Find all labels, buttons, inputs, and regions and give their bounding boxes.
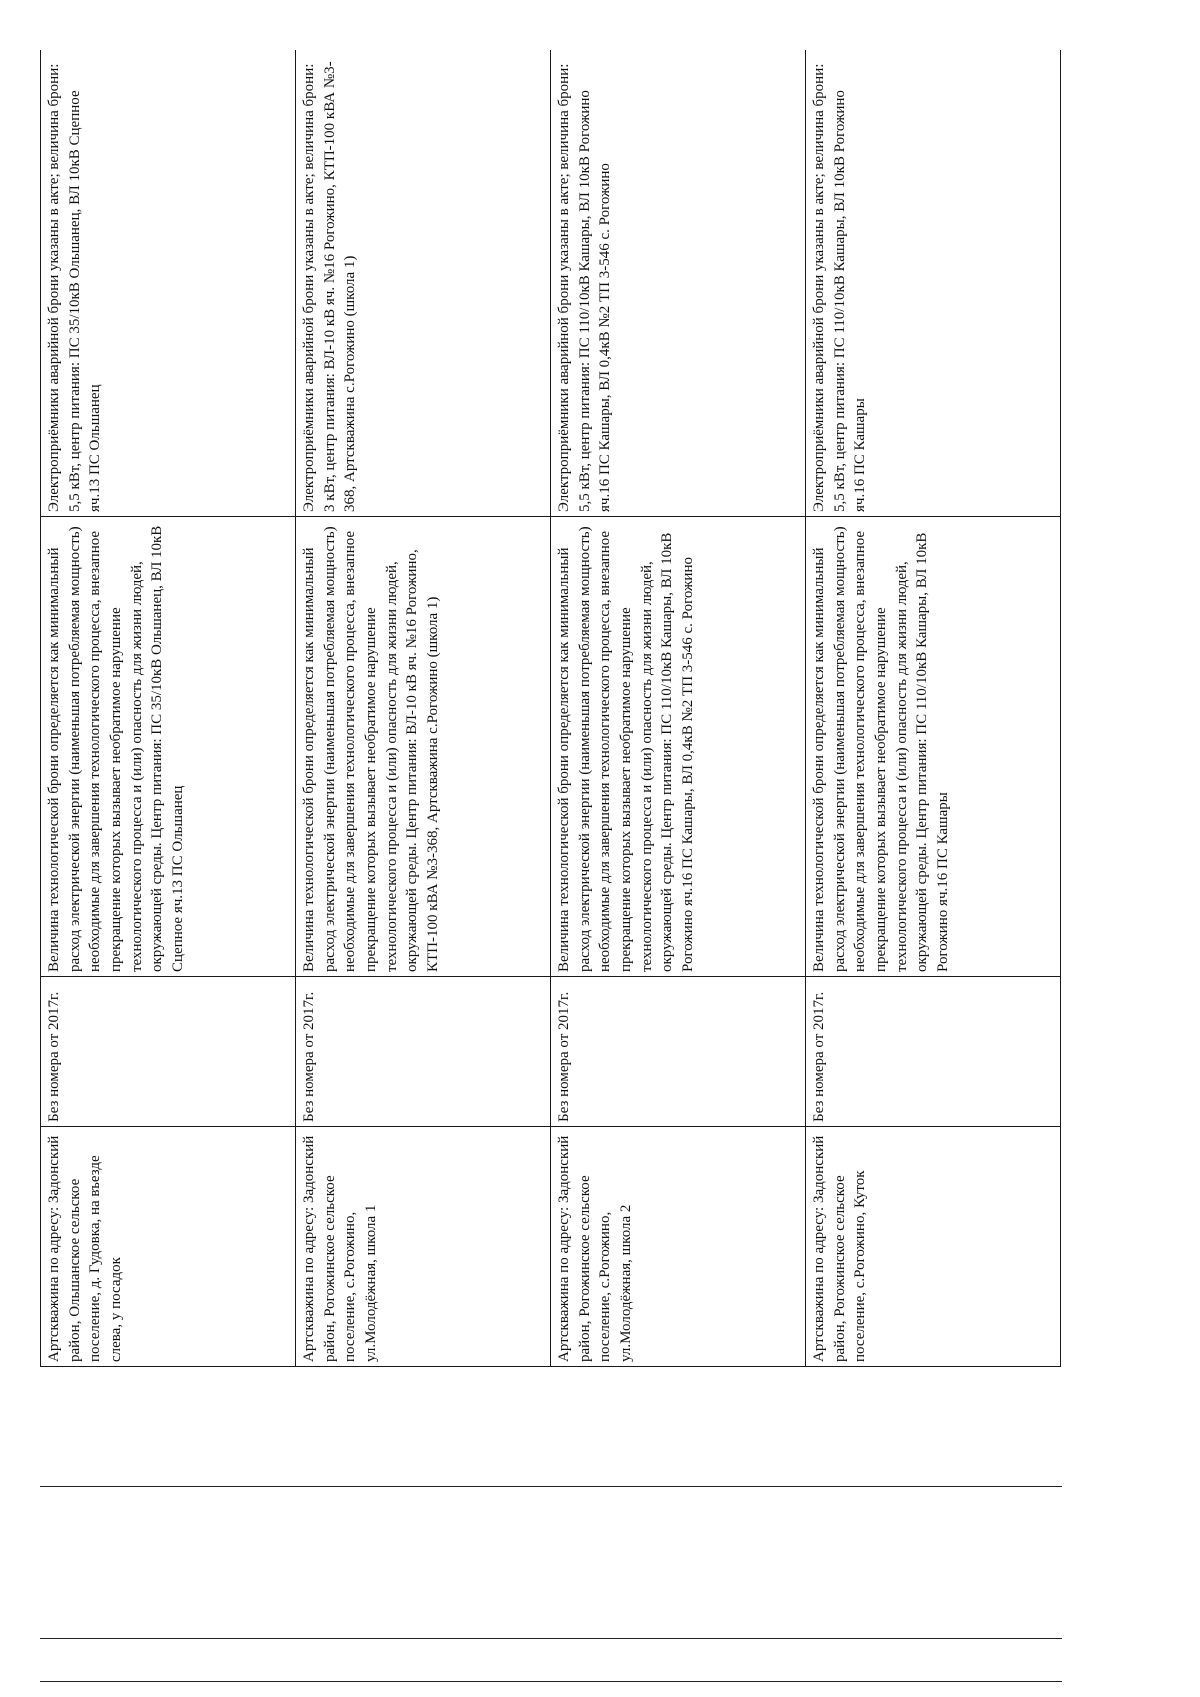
signature-rule-line <box>40 1681 1062 1682</box>
table-row <box>806 50 1061 1367</box>
tech-bron-cell: Величина технологической брони определяется как минимальный расход электрической энергии (наименьшая потребляемая мощность) необходимые для завершения технологического процесса, внезапное прекращение которых вызывает необратимое нарушение технологического процесса и (или) опасность для жизни людей, окружающей среды. Центр питания: ПС 110/10кВ Кашары, ВЛ 10кВ Рогожино яч.16 ПС Кашары <box>806 517 1061 977</box>
table-row <box>551 50 806 1367</box>
avar-bron-cell: Электроприёмники аварийной брони указаны в акте; величина брони: 5,5 кВт, центр питания: ПС 110/10кВ Кашары, ВЛ 10кВ Рогожино яч.16 ПС Кашары <box>806 50 1061 517</box>
signature-rule-line <box>40 1486 1062 1487</box>
avar-bron-cell: Электроприёмники аварийной брони указаны в акте; величина брони: 3 кВт, центр питания: ВЛ-10 кВ яч. №16 Рогожино, КТП-100 кВА №3-368, Артскважина с.Рогожино (школа 1) <box>296 50 551 517</box>
act-cell: Без номера от 2017г. <box>296 977 551 1127</box>
table-row <box>41 50 296 1367</box>
rotated-table-region <box>40 50 1061 1642</box>
tech-bron-cell: Величина технологической брони определяется как минимальный расход электрической энергии (наименьшая потребляемая мощность) необходимые для завершения технологического процесса, внезапное прекращение которых вызывает необратимое нарушение технологического процесса и (или) опасность для жизни людей, окружающей среды. Центр питания: ВЛ-10 кВ яч. №16 Рогожино, КТП-100 кВА №3-368, Артскважина с.Рогожино (школа 1) <box>296 517 551 977</box>
reserve-table <box>40 50 1061 1367</box>
act-cell: Без номера от 2017г. <box>806 977 1061 1127</box>
object-cell: Артскважина по адресу: Задонский район, Рогожинское сельское поселение, с.Рогожино, ул.Молодёжная, школа 2 <box>551 1127 806 1367</box>
object-cell: Артскважина по адресу: Задонский район, Рогожинское сельское поселение, с.Рогожино, Куток <box>806 1127 1061 1367</box>
act-cell: Без номера от 2017г. <box>41 977 296 1127</box>
object-cell: Артскважина по адресу: Задонский район, Рогожинское сельское поселение, с.Рогожино, ул.Молодёжная, школа 1 <box>296 1127 551 1367</box>
avar-bron-cell: Электроприёмники аварийной брони указаны в акте; величина брони: 5,5 кВт, центр питания: ПС 35/10кВ Ольшанец, ВЛ 10кВ Сцепное яч.13 ПС Ольшанец <box>41 50 296 517</box>
tech-bron-cell: Величина технологической брони определяется как минимальный расход электрической энергии (наименьшая потребляемая мощность) необходимые для завершения технологического процесса, внезапное прекращение которых вызывает необратимое нарушение технологического процесса и (или) опасность для жизни людей, окружающей среды. Центр питания: ПС 35/10кВ Ольшанец, ВЛ 10кВ Сцепное яч.13 ПС Ольшанец <box>41 517 296 977</box>
act-cell: Без номера от 2017г. <box>551 977 806 1127</box>
table-row <box>296 50 551 1367</box>
tech-bron-cell: Величина технологической брони определяется как минимальный расход электрической энергии (наименьшая потребляемая мощность) необходимые для завершения технологического процесса, внезапное прекращение которых вызывает необратимое нарушение технологического процесса и (или) опасность для жизни людей, окружающей среды. Центр питания: ПС 110/10кВ Кашары, ВЛ 10кВ Рогожино яч.16 ПС Кашары, ВЛ 0,4кВ №2 ТП 3-546 с. Рогожино <box>551 517 806 977</box>
signature-rule-line <box>40 1638 1062 1639</box>
object-cell: Артскважина по адресу: Задонский район, Ольшанское сельское поселение, д. Гудовка, на въезде слева, у посадок <box>41 1127 296 1367</box>
avar-bron-cell: Электроприёмники аварийной брони указаны в акте; величина брони: 5,5 кВт, центр питания: ПС 110/10кВ Кашары, ВЛ 10кВ Рогожино яч.16 ПС Кашары, ВЛ 0,4кВ №2 ТП 3-546 с. Рогожино <box>551 50 806 517</box>
rotated-table-frame <box>40 50 1061 1642</box>
